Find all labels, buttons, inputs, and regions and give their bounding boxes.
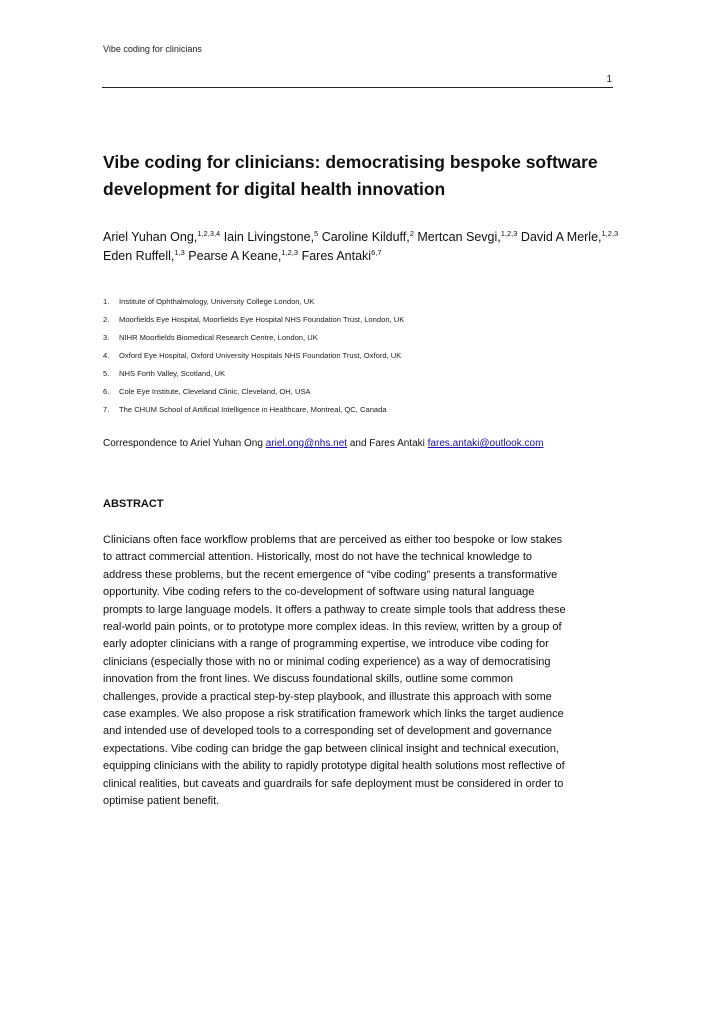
affiliation-number: 2. [103, 315, 110, 324]
abstract-line: prompts to large language models. It offers a pathway to create simple tools that address these [103, 603, 566, 616]
abstract-line: case examples. We also propose a risk stratification framework which links the target audience [103, 708, 564, 721]
abstract-body [103, 532, 615, 811]
abstract-line: expectations. Vibe coding can bridge the gap between clinical insight and technical execution, [103, 742, 559, 755]
author-name: Eden Ruffell, [103, 249, 175, 263]
header-rule [102, 87, 613, 88]
abstract-line: early adopter clinicians with a range of programming expertise, we introduce vibe coding for [103, 638, 549, 651]
affiliation-number: 5. [103, 369, 110, 378]
abstract-line: optimise patient benefit. [103, 795, 220, 808]
author-name: Caroline Kilduff, [321, 230, 410, 244]
correspondence-prefix: Correspondence to Ariel Yuhan Ong [103, 438, 263, 449]
author-name: Pearse A Keane, [188, 249, 282, 263]
author-affiliation-marker: 2 [409, 229, 414, 238]
affiliation-text: The CHUM School of Artificial Intelligence in Healthcare, Montreal, QC, Canada [119, 405, 387, 414]
affiliation-text: Cole Eye Institute, Cleveland Clinic, Cleveland, OH, USA [119, 387, 311, 396]
author-name: David A Merle, [520, 230, 602, 244]
affiliation-text: Institute of Ophthalmology, University College London, UK [119, 297, 315, 306]
affiliation-number: 7. [103, 405, 110, 414]
author-list [103, 228, 623, 266]
affiliation-item [103, 311, 623, 329]
affiliation-text: Oxford Eye Hospital, Oxford University Hospitals NHS Foundation Trust, Oxford, UK [119, 351, 402, 360]
author-name: Ariel Yuhan Ong, [103, 230, 198, 244]
abstract-line: clinical realities, but caveats and guardrails for safe deployment must be considered in order to [103, 777, 564, 790]
affiliation-number: 3. [103, 333, 110, 342]
paper-title [103, 149, 623, 203]
affiliation-item [103, 383, 623, 401]
affiliation-number: 4. [103, 351, 110, 360]
author-affiliation-marker: 1,2,3,4 [197, 229, 221, 238]
abstract-line: equipping clinicians with the ability to rapidly prototype digital health solutions most reflective of [103, 760, 565, 773]
email-link-antaki[interactable]: fares.antaki@outlook.com [427, 438, 544, 449]
abstract-line: innovation from the front lines. We discuss foundational skills, outline some common [103, 673, 514, 686]
abstract-line: Clinicians often face workflow problems that are perceived as either too bespoke or low stakes [103, 534, 563, 546]
abstract-line: opportunity. Vibe coding refers to the co-development of software using natural language [103, 586, 535, 599]
affiliation-number: 6. [103, 387, 110, 396]
page-number: 1 [606, 74, 612, 85]
author-affiliation-marker: 5 [314, 229, 319, 238]
email-link-ong[interactable]: ariel.ong@nhs.net [265, 438, 348, 449]
correspondence-middle: and Fares Antaki [349, 438, 425, 449]
abstract-line: challenges, provide a practical step-by-step playbook, and illustrate this approach with some [103, 690, 552, 703]
author-affiliation-marker: 1,3 [174, 248, 185, 257]
author-name: Fares Antaki [301, 249, 372, 263]
author-affiliation-marker: 1,2,3 [281, 248, 299, 257]
affiliation-item [103, 365, 623, 383]
abstract-line: to attract commercial attention. Historically, most do not have the technical knowledge to [103, 551, 533, 564]
affiliation-text: Moorfields Eye Hospital, Moorfields Eye Hospital NHS Foundation Trust, London, UK [119, 315, 405, 324]
author-name: Iain Livingstone, [223, 230, 315, 244]
abstract-heading: ABSTRACT [103, 498, 164, 510]
author-affiliation-marker: 1,2,3 [601, 229, 619, 238]
affiliation-text: NHS Forth Valley, Scotland, UK [119, 369, 226, 378]
abstract-line: and intended use of developed tools to a corresponding set of development and governance [103, 725, 552, 738]
affiliation-item [103, 329, 623, 347]
affiliation-list [103, 293, 623, 419]
author-name: Mertcan Sevgi, [417, 230, 501, 244]
affiliation-item [103, 401, 623, 419]
abstract-line: clinicians (especially those with no or minimal coding experience) as a way of democratising [103, 655, 551, 668]
title-line-2: development for digital health innovation [103, 179, 446, 199]
title-line-1: Vibe coding for clinicians: democratising bespoke software [103, 152, 598, 172]
correspondence-line [103, 438, 623, 449]
affiliation-number: 1. [103, 297, 110, 306]
abstract-line: real-world pain points, or to prototype more complex ideas. In this review, written by a group of [103, 621, 562, 634]
affiliation-text: NIHR Moorfields Biomedical Research Centre, London, UK [119, 333, 318, 342]
affiliation-item [103, 347, 623, 365]
running-header: Vibe coding for clinicians [103, 44, 202, 54]
affiliation-item [103, 293, 623, 311]
abstract-line: address these problems, but the recent emergence of “vibe coding” presents a transformative [103, 568, 558, 581]
author-affiliation-marker: 1,2,3 [500, 229, 518, 238]
author-affiliation-marker: 6,7 [371, 248, 382, 257]
